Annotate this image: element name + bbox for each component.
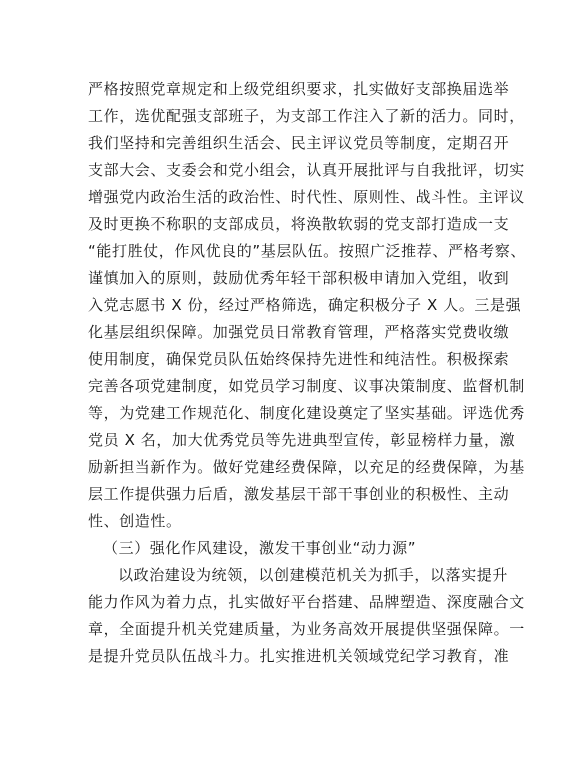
text-line: 党员 X 名，加大优秀党员等先进典型宣传，彰显榜样力量，激 — [88, 431, 516, 449]
text-line: 化基层组织保障。加强党员日常教育管理，严格落实党费收缴 — [88, 323, 510, 341]
text-line: 章，全面提升机关党建质量，为业务高效开展提供坚强保障。一 — [88, 620, 525, 638]
text-line: 完善各项党建制度，如党员学习制度、议事决策制度、监督机制 — [88, 377, 525, 395]
text-line: 及时更换不称职的支部成员，将涣散软弱的党支部打造成一支 — [88, 215, 510, 233]
text-line: 使用制度，确保党员队伍始终保持先进性和纯洁性。积极探索 — [88, 350, 510, 368]
text-line: 性、创造性。 — [88, 512, 182, 530]
text-line-first: 以政治建设为统领，以创建模范机关为抓手，以落实提升 — [118, 566, 509, 584]
text-line: 能力作风为着力点，扎实做好平台搭建、品牌塑造、深度融合文 — [88, 593, 525, 611]
text-line: “能打胜仗，作风优良的”基层队伍。按照广泛推荐、严格考察、 — [88, 242, 526, 260]
text-line: 是提升党员队伍战斗力。扎实推进机关领域党纪学习教育，准 — [88, 647, 510, 665]
text-line: 工作，选优配强支部班子，为支部工作注入了新的活力。同时， — [88, 107, 525, 125]
text-line: 支部大会、支委会和党小组会，认真开展批评与自我批评，切实 — [88, 161, 525, 179]
text-line: 严格按照党章规定和上级党组织要求，扎实做好支部换届选举 — [88, 80, 510, 98]
body-paragraph-continued — [88, 76, 526, 535]
text-line: 谨慎加入的原则，鼓励优秀年轻干部积极申请加入党组，收到 — [88, 269, 510, 287]
text-line: 入党志愿书 X 份，经过严格筛选，确定积极分子 X 人。三是强 — [88, 296, 522, 314]
text-line: 层工作提供强力后盾，激发基层干部干事创业的积极性、主动 — [88, 485, 510, 503]
section-block — [88, 535, 525, 670]
text-line: 增强党内政治生活的政治性、时代性、原则性、战斗性。主评议 — [88, 188, 525, 206]
text-line: 我们坚持和完善组织生活会、民主评议党员等制度，定期召开 — [88, 134, 510, 152]
section-heading: （三）强化作风建设，激发干事创业“动力源” — [103, 539, 417, 557]
text-line: 励新担当新作为。做好党建经费保障，以充足的经费保障，为基 — [88, 458, 525, 476]
text-line: 等，为党建工作规范化、制度化建设奠定了坚实基础。评选优秀 — [88, 404, 525, 422]
